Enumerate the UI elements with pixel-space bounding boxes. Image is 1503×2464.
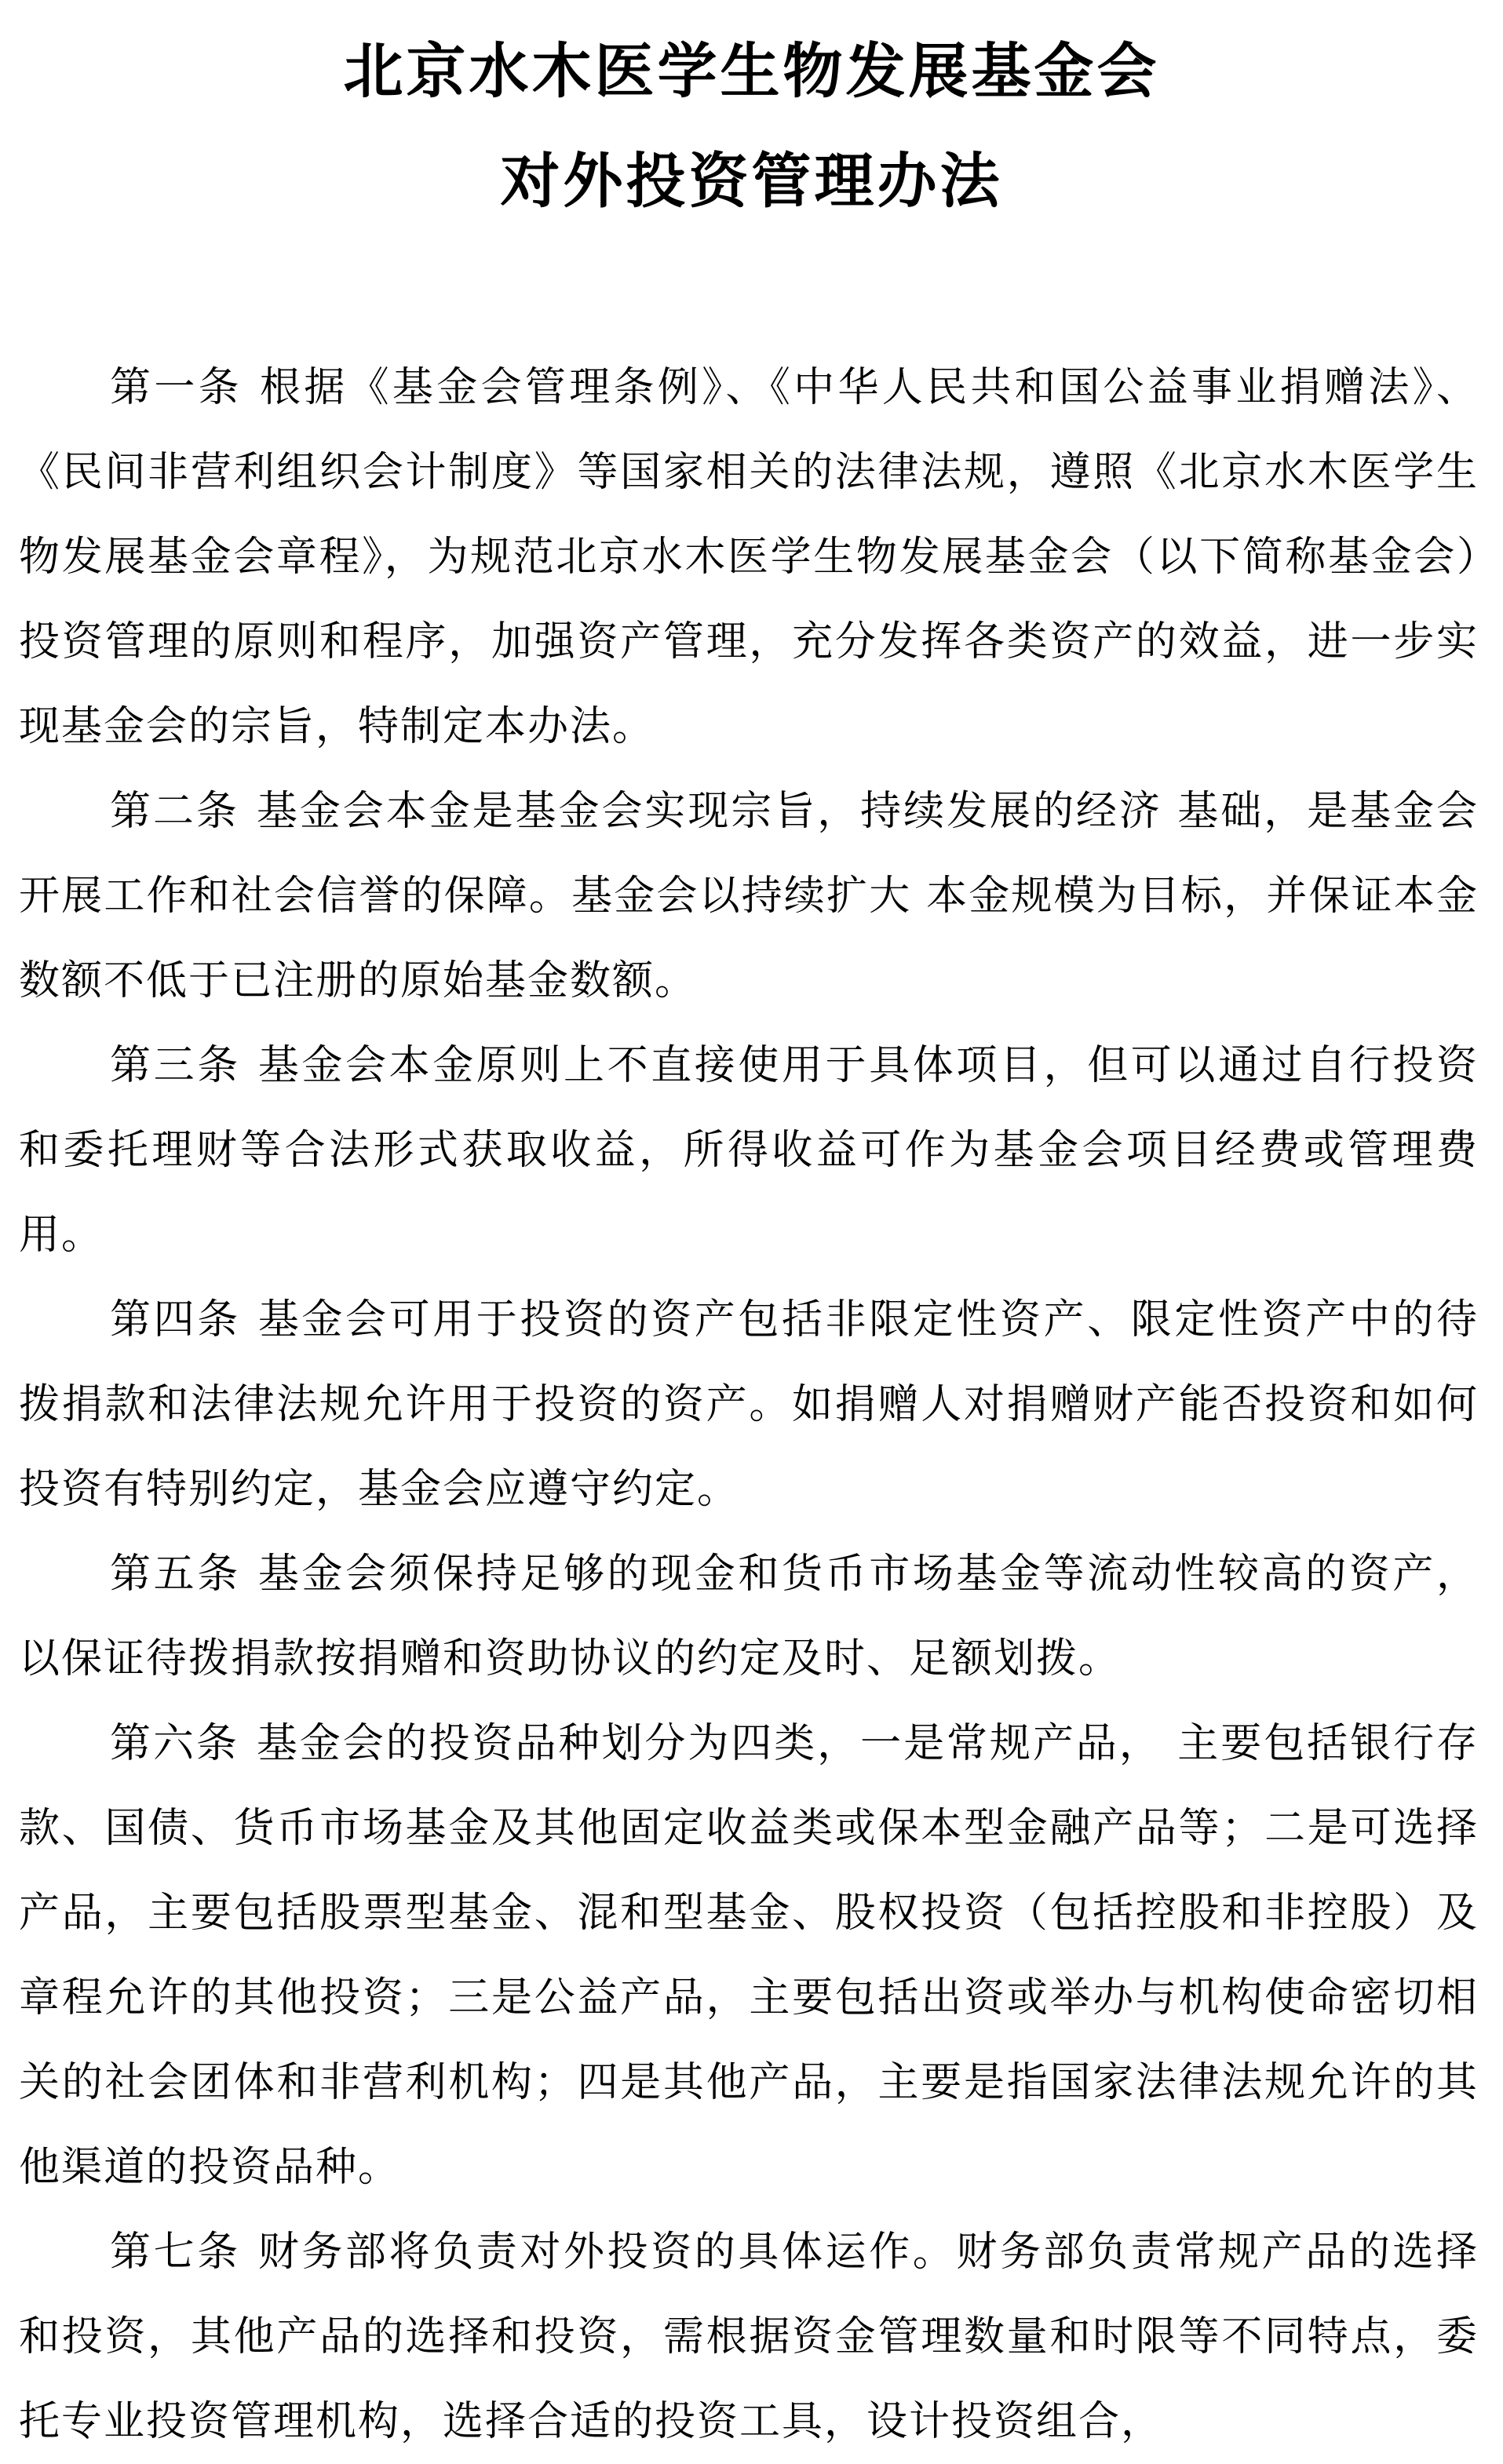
- article-text: 根据《基金会管理条例》、《中华人民共和国公益事业捐赠法》、《民间非营利组织会计制度》等国家相关的法律法规，遵照《北京水木医学生物发展基金会章程》，为规范北京水木医学生物发展基金会（以下简称基金会）投资管理的原则和程序，加强资产管理，充分发挥各类资产的效益，进一步实现基金会的宗旨，特制定本办法。: [19, 364, 1479, 750]
- article-text: 基金会本金是基金会实现宗旨，持续发展的经济 基础，是基金会开展工作和社会信誉的保障。基金会以持续扩大 本金规模为目标，并保证本金数额不低于已注册的原始基金数额。: [19, 788, 1479, 1004]
- article-number: 第五条: [110, 1551, 241, 1598]
- article-number: 第六条: [110, 1720, 239, 1767]
- article-text: 基金会本金原则上不直接使用于具体项目，但可以通过自行投资和委托理财等合法形式获取收益，所得收益可作为基金会项目经费或管理费用。: [19, 1042, 1479, 1259]
- article-text: 基金会可用于投资的资产包括非限定性资产、限定性资产中的待拨捐款和法律法规允许用于投资的资产。如捐赠人对捐赠财产能否投资和如何投资有特别约定，基金会应遵守约定。: [19, 1296, 1479, 1513]
- document-title-line1: 北京水木医学生物发展基金会: [343, 36, 1160, 106]
- document-title-line2: 对外投资管理办法: [500, 146, 1003, 216]
- document-body: [19, 345, 1479, 2464]
- article-number: 第一条: [110, 364, 243, 411]
- article-7: [19, 2210, 1479, 2464]
- article-3: [19, 1023, 1479, 1278]
- article-number: 第四条: [110, 1296, 241, 1343]
- article-text: 财务部将负责对外投资的具体运作。财务部负责常规产品的选择和投资，其他产品的选择和投资，需根据资金管理数量和时限等不同特点，委托专业投资管理机构，选择合适的投资工具，设计投资组合，: [19, 2229, 1479, 2445]
- article-number: 第七条: [110, 2229, 241, 2276]
- article-2: [19, 769, 1479, 1023]
- article-1: [19, 345, 1479, 769]
- article-number: 第二条: [110, 788, 239, 835]
- article-5: [19, 1532, 1479, 1701]
- article-text: 基金会的投资品种划分为四类，一是常规产品， 主要包括银行存款、国债、货币市场基金及其他固定收益类或保本型金融产品等；二是可选择产品，主要包括股票型基金、混和型基金、股权投资（包括控股和非控股）及章程允许的其他投资；三是公益产品，主要包括出资或举办与机构使命密切相关的社会团体和非营利机构；四是其他产品，主要是指国家法律法规允许的其他渠道的投资品种。: [19, 1720, 1479, 2191]
- article-number: 第三条: [110, 1042, 241, 1089]
- article-4: [19, 1278, 1479, 1532]
- article-text: 基金会须保持足够的现金和货币市场基金等流动性较高的资产，以保证待拨捐款按捐赠和资助协议的约定及时、足额划拨。: [19, 1551, 1479, 1682]
- article-6: [19, 1701, 1479, 2210]
